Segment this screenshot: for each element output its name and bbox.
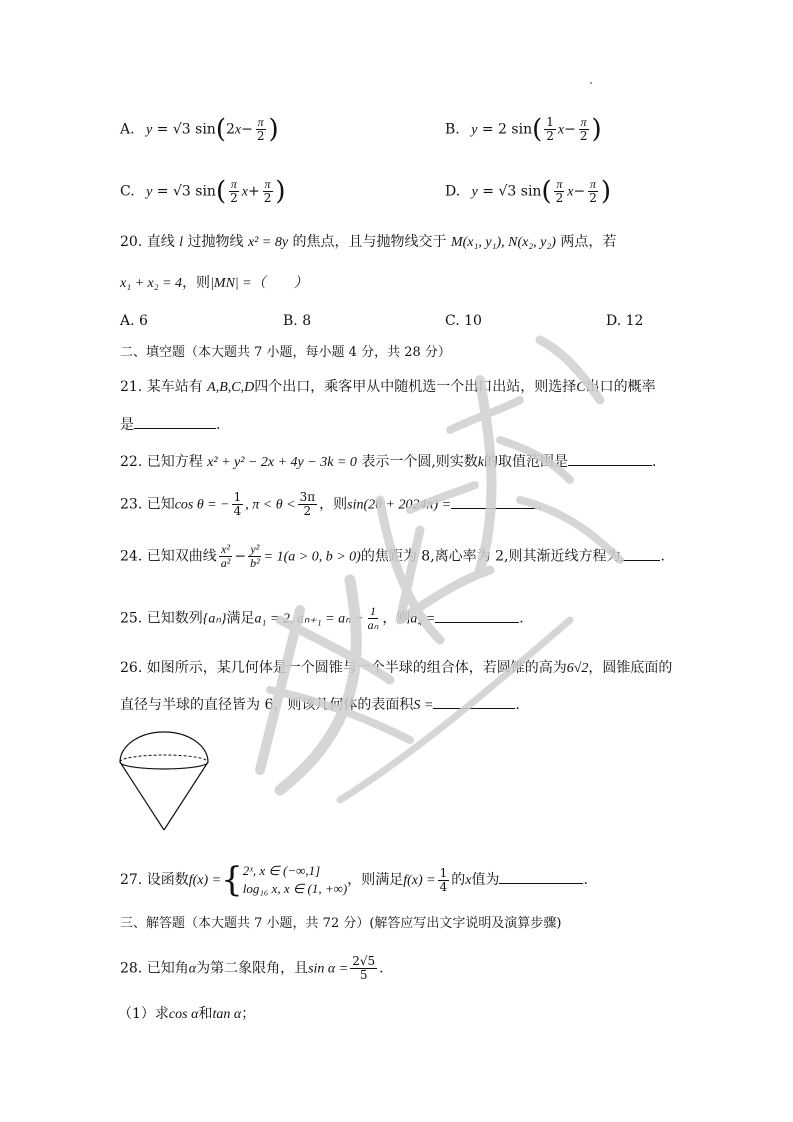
- answer-blank[interactable]: [435, 608, 519, 623]
- q25-line: 25. 已知数列{aₙ}满足a₁ = 2, aₙ₊₁ = aₙ − $\frac{1}{\text{aₙ}}$ ，则a₄ = .: [120, 604, 524, 632]
- section-2-heading: 二、填空题（本大题共 7 小题，每小题 4 分，共 28 分）: [120, 345, 451, 360]
- q19-option-d: D. y = √3 sin( $\frac{\pi}{2}$ x− $\frac{\pi}{2}$ ): [445, 176, 611, 207]
- answer-blank[interactable]: [620, 546, 660, 561]
- cone-right-edge: [164, 762, 208, 830]
- watermark-text: 中职生逆袭: [240, 320, 245, 321]
- speck: [590, 82, 592, 84]
- section-3-heading: 三、解答题（本大题共 7 小题，共 72 分）(解答应写出文字说明及演算步骤): [120, 916, 562, 931]
- answer-blank[interactable]: [499, 869, 583, 884]
- q24-line: 24. 已知双曲线 $\frac{\text{x²}}{\text{a²}}$ − $\frac{\text{y²}}{\text{b²}}$ = 1(a > 0, b > 0)的焦距为 8,离心率为 2,则其渐近线方程为 .: [120, 542, 665, 570]
- q19-option-c: C. y = √3 sin( $\frac{\pi}{2}$ x+ $\frac{\pi}{2}$ ): [120, 176, 286, 207]
- q20-option-b: B. 8: [283, 313, 312, 329]
- q20-option-d: D. 12: [606, 313, 644, 329]
- cone-hemisphere-figure: [114, 730, 214, 836]
- q19-option-b: B. y = 2 sin( $\frac{1}{2}$ x− $\frac{\pi}{2}$ ): [445, 114, 602, 145]
- answer-blank[interactable]: [134, 414, 216, 429]
- q19-option-a: A. y = √3 sin(2x− $\frac{\pi}{2}$ ): [120, 114, 279, 145]
- q20-line2: x₁ + x₂ = 4，则|MN| =（ ）: [120, 275, 308, 291]
- q27-line: 27. 设函数f(x) ={ 2ˣ, x ∈ (−∞,1] log₁₆ x, x ∈ (1, +∞) ，则满足f(x) = $\frac{1}{4}$ 的x值为 .: [120, 860, 588, 900]
- cone-left-edge: [120, 762, 164, 830]
- answer-blank[interactable]: [451, 494, 537, 509]
- base-front-arc: [120, 762, 208, 769]
- answer-blank[interactable]: [433, 694, 515, 709]
- q20-line1: 20. 直线 l 过抛物线 x² = 8y 的焦点，且与抛物线交于 M(x₁, y₁), N(x₂, y₂) 两点，若: [120, 234, 617, 250]
- q21-line2: 是 .: [120, 414, 220, 435]
- q23-line: 23. 已知cos θ = − $\frac{1}{4}$ , π < θ < $\frac{3\pi}{2}$ ，则sin(2θ + 2024π) = .: [120, 490, 542, 518]
- q20-option-a: A. 6: [120, 313, 148, 329]
- q20-option-c: C. 10: [445, 313, 482, 329]
- q26-line1: 26. 如图所示，某几何体是一个圆锥与一个半球的组合体，若圆锥的高为6√2，圆锥底面的: [120, 660, 673, 676]
- q28-line: 28. 已知角α为第二象限角，且sin α = $\frac{2√5}{5}$ .: [120, 954, 384, 982]
- q28-part1: （1）求cos α和tan α；: [118, 1006, 256, 1022]
- q26-line2: 直径与半球的直径皆为 6，则该几何体的表面积S = .: [120, 694, 520, 716]
- base-back-arc: [120, 755, 208, 762]
- answer-blank[interactable]: [568, 451, 652, 466]
- q21-line1: 21. 某车站有 A,B,C,D四个出口，乘客甲从中随机选一个出口出站，则选择C出口的概率: [120, 379, 656, 395]
- q22-line: 22. 已知方程 x² + y² − 2x + 4y − 3k = 0 表示一个圆,则实数k的取值范围是 .: [120, 451, 656, 473]
